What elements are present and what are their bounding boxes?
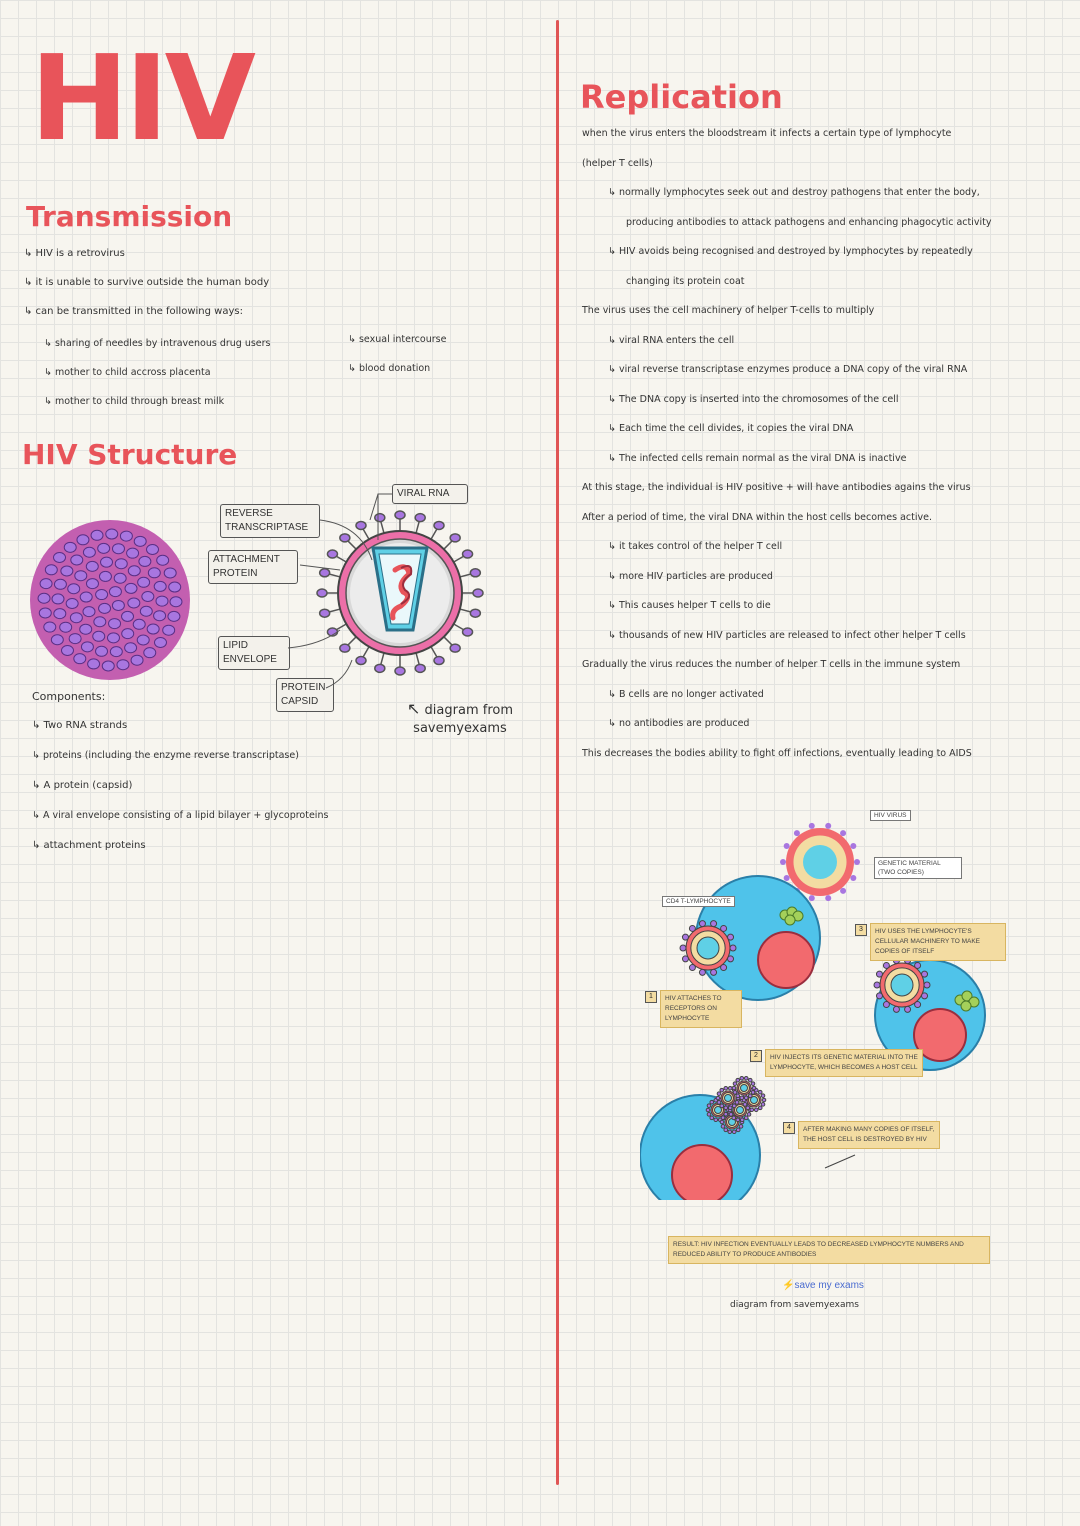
column-divider [556, 20, 559, 1485]
step-number: 1 [645, 991, 657, 1003]
bolt-icon: ⚡ [782, 1280, 795, 1291]
step-2-note: HIV INJECTS ITS GENETIC MATERIAL INTO THE LYMPHOCYTE, WHICH BECOMES A HOST CELL [765, 1049, 923, 1077]
components-list [32, 720, 328, 870]
replication-line: ↳ more HIV particles are produced [608, 570, 773, 582]
label-protein-capsid: PROTEIN CAPSID [276, 678, 334, 712]
step-1-note: HIV ATTACHES TO RECEPTORS ON LYMPHOCYTE [660, 990, 742, 1028]
result-note: RESULT: HIV INFECTION EVENTUALLY LEADS TO DECREASED LYMPHOCYTE NUMBERS AND REDUCED ABILITY TO PRODUCE ANTIBODIES [668, 1236, 990, 1264]
step-number: 4 [783, 1122, 795, 1134]
replication-line: At this stage, the individual is HIV positive + will have antibodies agains the virus [582, 482, 971, 493]
step-3-note: HIV USES THE LYMPHOCYTE'S CELLULAR MACHINERY TO MAKE COPIES OF ITSELF [870, 923, 1006, 961]
transmission-line: ↳ HIV is a retrovirus [24, 248, 125, 259]
genetic-material-text: GENETIC MATERIAL (TWO COPIES) [878, 860, 941, 876]
label-attachment-protein: ATTACHMENT PROTEIN [208, 550, 298, 584]
replication-line: changing its protein coat [626, 275, 745, 287]
step-4-note: AFTER MAKING MANY COPIES OF ITSELF, THE HOST CELL IS DESTROYED BY HIV [798, 1121, 940, 1149]
replication-line: ↳ no antibodies are produced [608, 718, 750, 729]
replication-line: ↳ normally lymphocytes seek out and destroy pathogens that enter the body, [608, 187, 980, 198]
replication-line: ↳ HIV avoids being recognised and destroyed by lymphocytes by repeatedly [608, 246, 973, 257]
replication-diagram-credit [730, 1300, 859, 1310]
transmission-way: ↳ mother to child through breast milk [44, 396, 225, 407]
replication-line: After a period of time, the viral DNA within the host cells becomes active. [582, 511, 932, 523]
diagram-source-text: diagram from savemyexams [413, 703, 513, 736]
brand-logo [782, 1280, 864, 1291]
component-item: ↳ attachment proteins [32, 840, 146, 851]
component-item: ↳ A viral envelope consisting of a lipid bilayer + glycoproteins [32, 810, 329, 821]
replication-line: Gradually the virus reduces the number of helper T cells in the immune system [582, 659, 961, 670]
replication-line: The virus uses the cell machinery of helper T-cells to multiply [582, 305, 875, 316]
diagram-label-cd4: CD4 T-LYMPHOCYTE [662, 896, 735, 907]
replication-line: when the virus enters the bloodstream it infects a certain type of lymphocyte [582, 128, 952, 139]
replication-line: ↳ thousands of new HIV particles are released to infect other helper T cells [608, 629, 966, 641]
structure-heading: HIV Structure [22, 438, 238, 471]
transmission-heading: Transmission [26, 200, 233, 233]
replication-line: ↳ viral reverse transcriptase enzymes produce a DNA copy of the viral RNA [608, 364, 968, 375]
replication-line: ↳ Each time the cell divides, it copies the viral DNA [608, 423, 854, 434]
replication-line: ↳ The infected cells remain normal as the viral DNA is inactive [608, 452, 907, 464]
page-title: HIV [30, 29, 252, 167]
component-item: ↳ proteins (including the enzyme reverse transcriptase) [32, 750, 299, 761]
diagram-label-hiv-virus: HIV VIRUS [870, 810, 911, 821]
label-lipid-envelope: LIPID ENVELOPE [218, 636, 290, 670]
credit-text: diagram from savemyexams [730, 1300, 859, 1310]
replication-line: (helper T cells) [582, 157, 653, 169]
components-heading: Components: [32, 690, 106, 703]
diagram-label-genetic-material [874, 857, 962, 879]
step-number: 3 [855, 924, 867, 936]
step-number: 2 [750, 1050, 762, 1062]
component-item: ↳ Two RNA strands [32, 720, 128, 731]
component-item: ↳ A protein (capsid) [32, 780, 133, 791]
replication-text [582, 128, 1072, 777]
replication-line: ↳ This causes helper T cells to die [608, 600, 771, 611]
transmission-line: ↳ it is unable to survive outside the human body [24, 277, 270, 288]
transmission-way: ↳ mother to child accross placenta [44, 367, 211, 378]
brand-text: save my exams [794, 1280, 864, 1291]
transmission-line: ↳ can be transmitted in the following ways: [24, 306, 243, 317]
replication-line: ↳ B cells are no longer activated [608, 688, 764, 700]
replication-line: producing antibodies to attack pathogens and enhancing phagocytic activity [626, 216, 992, 228]
transmission-way: ↳ sexual intercourse [348, 334, 447, 345]
label-viral-rna: VIRAL RNA [392, 484, 468, 504]
transmission-way: ↳ blood donation [348, 363, 431, 374]
replication-line: ↳ The DNA copy is inserted into the chromosomes of the cell [608, 393, 899, 405]
replication-heading: Replication [580, 78, 783, 116]
label-reverse-transcriptase: REVERSE TRANSCRIPTASE [220, 504, 320, 538]
diagram-source-note: ↖ diagram from savemyexams [407, 699, 513, 736]
transmission-way: ↳ sharing of needles by intravenous drug users [44, 338, 271, 349]
replication-line: ↳ it takes control of the helper T cell [608, 541, 783, 552]
replication-line: This decreases the bodies ability to fight off infections, eventually leading to AIDS [582, 747, 972, 759]
structure-leader-lines [0, 0, 556, 720]
replication-line: ↳ viral RNA enters the cell [608, 334, 735, 346]
